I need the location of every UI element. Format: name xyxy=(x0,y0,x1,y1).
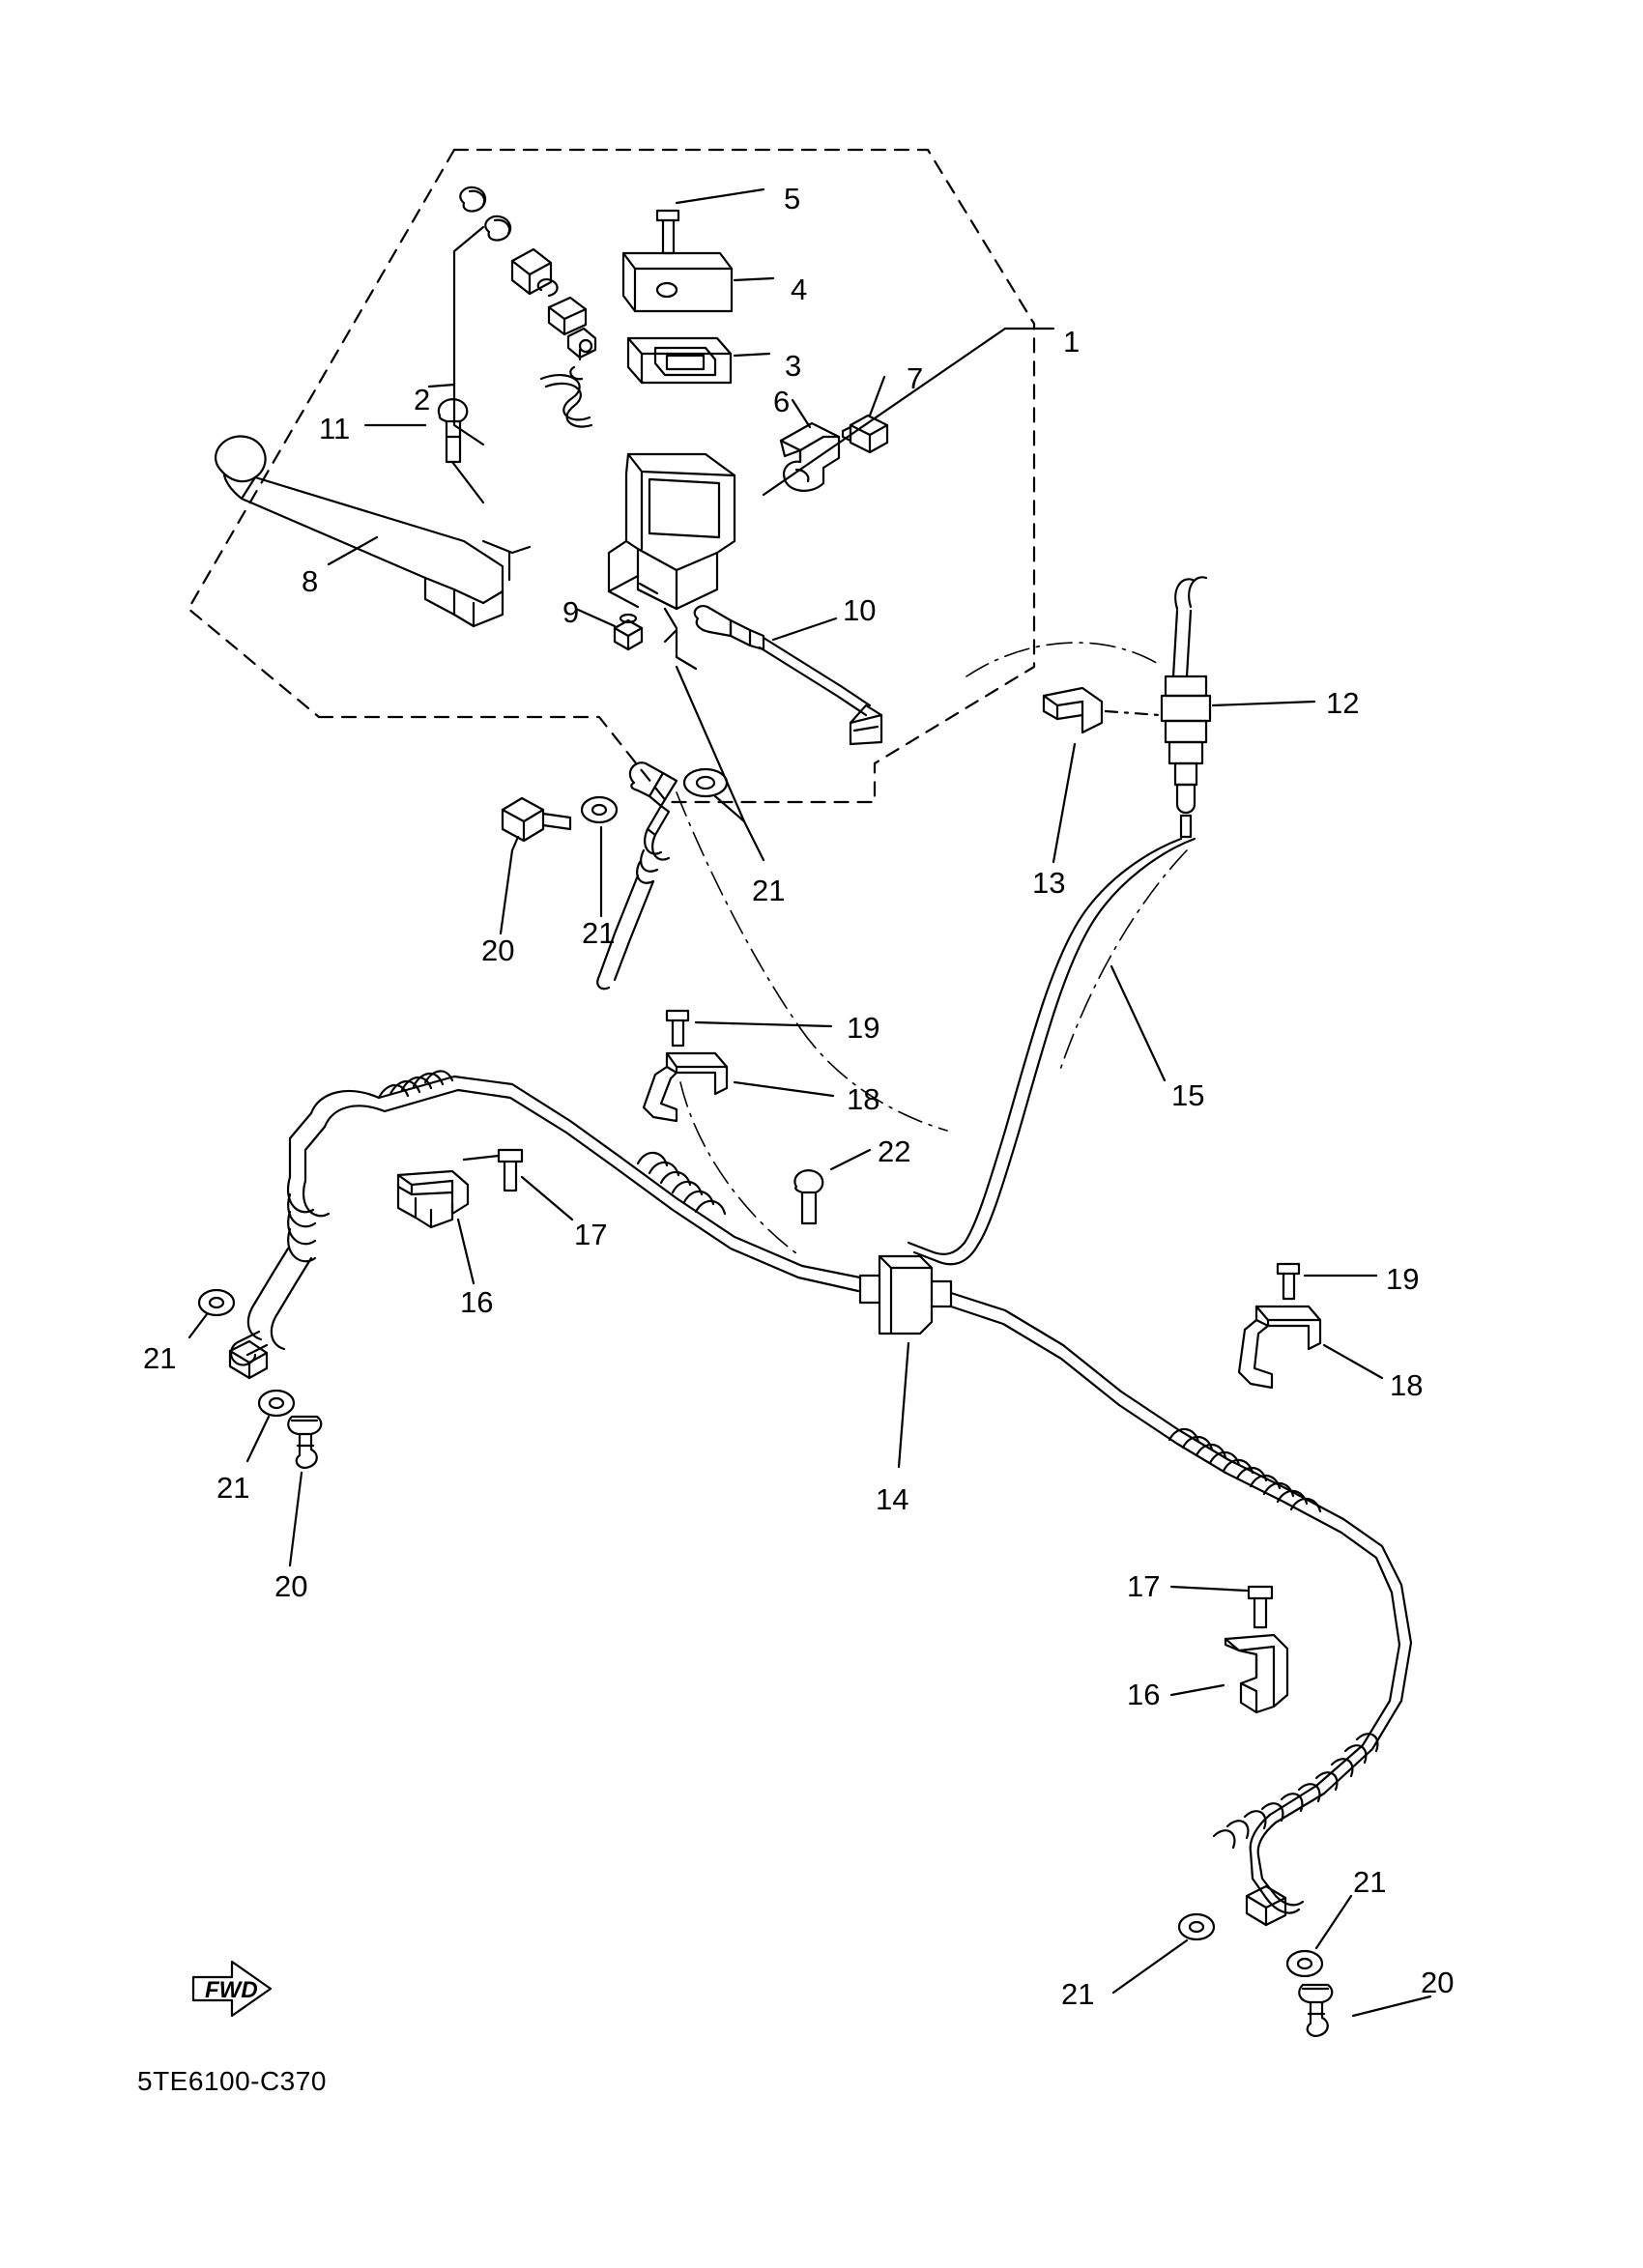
leader-17-left xyxy=(522,1177,572,1220)
callout-7: 7 xyxy=(907,361,924,395)
leader-20-lower-left xyxy=(290,1473,302,1565)
callout-21-b: 21 xyxy=(582,916,616,950)
leader-21-lower-right2 xyxy=(1316,1896,1351,1948)
callout-22: 22 xyxy=(878,1134,911,1168)
leader-16-left xyxy=(458,1220,474,1283)
part-13-hose-clamp xyxy=(1044,688,1102,732)
callout-1: 1 xyxy=(1063,325,1081,359)
brake-hose-lower-right xyxy=(951,1293,1411,1913)
callout-2: 2 xyxy=(414,383,431,416)
part-17-bolt-left xyxy=(464,1150,522,1191)
part-7-union-bolt xyxy=(843,416,887,452)
callout-17-a: 17 xyxy=(574,1218,608,1251)
part-21-washer-left-lower xyxy=(199,1290,234,1315)
leader-7 xyxy=(870,377,884,416)
part-16-holder-lower-right xyxy=(1225,1635,1287,1712)
callout-8: 8 xyxy=(302,564,319,598)
leader-6 xyxy=(793,400,810,427)
callout-6: 6 xyxy=(773,385,791,418)
part-22-bolt xyxy=(794,1170,822,1223)
hose-spring-middle xyxy=(638,1153,725,1214)
part-8-brake-lever xyxy=(216,437,530,626)
part-21-washer-lower-right xyxy=(1179,1914,1214,1939)
callout-5: 5 xyxy=(784,182,801,215)
part-2-piston-kit xyxy=(460,187,595,427)
callout-11: 11 xyxy=(319,412,351,445)
callout-16-b: 16 xyxy=(1127,1678,1161,1711)
callout-21-f: 21 xyxy=(1061,1977,1095,2011)
part-21-washer-upper xyxy=(684,769,727,796)
callout-4: 4 xyxy=(791,273,808,306)
leader-21-upper-b xyxy=(677,667,744,821)
callout-21-d: 21 xyxy=(216,1471,250,1505)
callout-20-c: 20 xyxy=(1421,1966,1455,1999)
callout-9: 9 xyxy=(562,595,580,629)
leader-21-upper xyxy=(715,796,764,860)
leader-22 xyxy=(831,1150,870,1169)
part-14-hose-union xyxy=(860,1256,951,1334)
part-4-reservoir-cap xyxy=(623,253,732,311)
part-21-washer-left xyxy=(582,797,617,822)
callout-15: 15 xyxy=(1171,1078,1205,1112)
leader-20-left xyxy=(501,837,518,933)
callout-13: 13 xyxy=(1032,866,1066,900)
leader-18-right xyxy=(1324,1345,1382,1378)
leader-9 xyxy=(576,609,615,626)
leader-11b xyxy=(452,462,483,502)
part-18-holder-center xyxy=(644,1053,727,1121)
callout-3: 3 xyxy=(785,349,802,383)
part-3-diaphragm xyxy=(628,338,731,383)
callout-14: 14 xyxy=(876,1482,909,1516)
callout-20-a: 20 xyxy=(481,933,515,967)
part-19-bolt-center xyxy=(667,1011,688,1046)
part-20-union-bolt-left xyxy=(503,798,570,841)
callout-20-b: 20 xyxy=(274,1569,308,1603)
part-18-holder-right xyxy=(1239,1306,1320,1388)
leader-4 xyxy=(735,278,773,280)
part-21-washer-left-lower2 xyxy=(259,1391,294,1416)
leader-21-left-lower2 xyxy=(247,1417,269,1461)
part-21-washer-lower-right2 xyxy=(1287,1951,1322,1976)
diagram-part-number: 5TE6100-C370 xyxy=(137,2066,327,2096)
callout-10: 10 xyxy=(843,593,877,627)
callout-19-b: 19 xyxy=(1386,1262,1420,1296)
leader-13 xyxy=(1053,744,1075,862)
callout-21-a: 21 xyxy=(752,874,786,907)
assembly-group-boundary xyxy=(188,150,1034,802)
axis-13 xyxy=(1106,711,1160,715)
leader-20-lower-right xyxy=(1353,1996,1430,2016)
callout-18-a: 18 xyxy=(847,1082,880,1116)
leader-18-center xyxy=(735,1082,833,1096)
upper-brake-hose-left xyxy=(597,762,677,989)
leader-12 xyxy=(1213,702,1314,705)
leader-2b xyxy=(454,385,483,445)
callout-17-b: 17 xyxy=(1127,1569,1161,1603)
leader-21-left-lower xyxy=(189,1314,207,1337)
center-lines xyxy=(677,643,1187,1256)
leader-17-lower-right xyxy=(1171,1587,1247,1591)
part-17-bolt-lower-right xyxy=(1249,1587,1272,1627)
callout-19-a: 19 xyxy=(847,1011,880,1045)
part-20-union-bolt-lower-right xyxy=(1299,1985,1332,2036)
callout-12: 12 xyxy=(1326,686,1360,720)
leader-14 xyxy=(899,1343,908,1467)
part-12-hose-upper-right xyxy=(1162,577,1210,837)
part-9-nut xyxy=(615,615,642,649)
hose-spring-lower-right xyxy=(1169,1429,1377,1848)
banjo-fitting-lower-right xyxy=(1247,1886,1285,1925)
callout-18-b: 18 xyxy=(1390,1368,1424,1402)
leader-10 xyxy=(773,618,836,640)
leader-3 xyxy=(735,354,769,356)
part-5-screw xyxy=(657,211,678,253)
part-6-clamp xyxy=(781,423,839,491)
leader-16-lower-right xyxy=(1171,1685,1224,1695)
part-19-bolt-right xyxy=(1278,1264,1299,1299)
leader-21-lower-right xyxy=(1113,1940,1187,1993)
leader-8 xyxy=(329,537,377,564)
callout-21-e: 21 xyxy=(1353,1865,1387,1899)
leader-19-center xyxy=(696,1022,831,1026)
fwd-label: FWD xyxy=(205,1977,258,2003)
brake-hose-center-left xyxy=(231,1077,860,1364)
hose-spring-left xyxy=(379,1071,452,1098)
leader-15 xyxy=(1111,966,1165,1080)
part-20-union-bolt-lower-left xyxy=(288,1417,321,1468)
callout-21-c: 21 xyxy=(143,1341,177,1375)
leader-2 xyxy=(429,227,483,387)
callout-16-a: 16 xyxy=(460,1285,494,1319)
leader-5 xyxy=(677,189,764,203)
